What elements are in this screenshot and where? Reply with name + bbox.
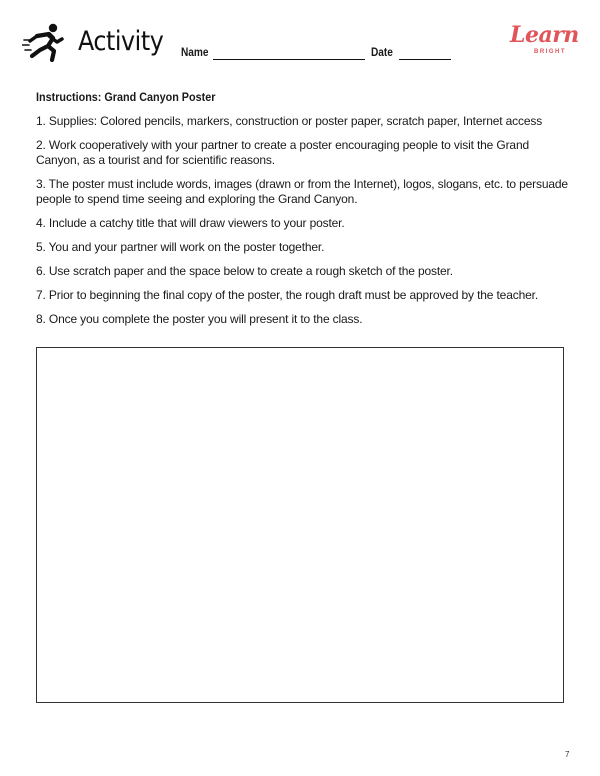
logo-subtext: BRIGHT (534, 49, 566, 55)
instruction-step: 8. Once you complete the poster you will present it to the class. (36, 312, 363, 326)
page-number: 7 (565, 750, 570, 759)
instruction-step: 5. You and your partner will work on the poster together. (36, 240, 325, 254)
instruction-step: 2. Work cooperatively with your partner to create a poster encouraging people to visit the Grand Canyon, as a tourist and for scientific reasons. (36, 138, 529, 167)
logo-wordmark: Learn (510, 22, 579, 48)
name-label: Name (181, 47, 209, 59)
date-label: Date (371, 47, 393, 59)
name-blank-line[interactable] (213, 59, 365, 60)
activity-title: Activity (78, 26, 164, 57)
date-blank-line[interactable] (399, 59, 451, 60)
learn-bright-logo (510, 24, 580, 64)
instruction-step: 1. Supplies: Colored pencils, markers, construction or poster paper, scratch paper, Internet access (36, 114, 543, 128)
instruction-step: 4. Include a catchy title that will draw viewers to your poster. (36, 216, 345, 230)
instruction-step: 7. Prior to beginning the final copy of the poster, the rough draft must be approved by the teacher. (36, 288, 538, 302)
worksheet-header (0, 0, 600, 80)
instruction-step: 6. Use scratch paper and the space below to create a rough sketch of the poster. (36, 264, 453, 278)
sketch-area[interactable] (36, 347, 564, 703)
running-person-icon (22, 22, 64, 62)
instructions-section (36, 90, 572, 336)
instructions-title: Instructions: Grand Canyon Poster (36, 90, 216, 104)
instruction-step: 3. The poster must include words, images (drawn or from the Internet), logos, slogans, etc. to persuade people to spend time seeing and exploring the Grand Canyon. (36, 177, 568, 206)
